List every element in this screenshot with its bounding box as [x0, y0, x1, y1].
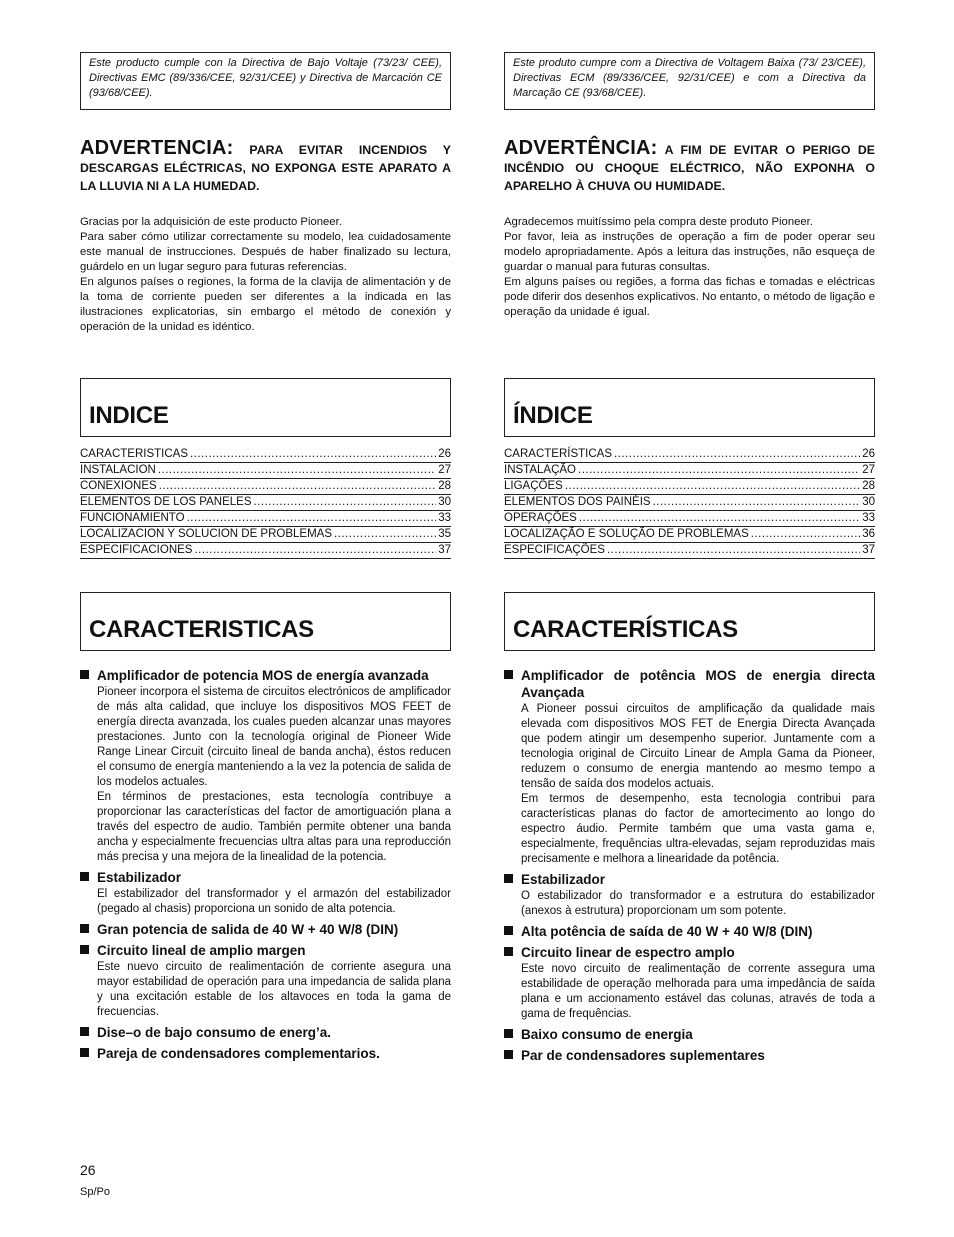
- toc-entry-page: 30: [438, 496, 451, 508]
- square-bullet-icon: [80, 1027, 89, 1036]
- toc-entry[interactable]: [80, 447, 451, 463]
- toc-entry-label: CONEXIONES: [80, 480, 157, 492]
- intro-paragraph: Agradecemos muitíssimo pela compra deste produto Pioneer.: [504, 216, 813, 228]
- feature-paragraph: Este novo circuito de realimentação de corrente assegura uma estabilidade de operação melhorada para uma impedância de saída plana e um accionamento estável das colunas, através de toda a gama de frequências.: [521, 963, 875, 1020]
- feature-title: Dise–o de bajo consumo de energ’a.: [97, 1025, 332, 1040]
- toc-leader-dots: [187, 511, 437, 526]
- toc-entry-page: 27: [862, 464, 875, 476]
- compliance-notice-pt: Este produto cumpre com a Directiva de Voltagem Baixa (73/ 23/CEE), Directivas ECM (89/336/CEE, 92/31/CEE) e com a Directiva da Marcação CE (93/68/CEE).: [504, 52, 875, 110]
- feature-heading: [504, 944, 875, 961]
- feature-heading: [80, 942, 451, 959]
- square-bullet-icon: [80, 924, 89, 933]
- intro-paragraph: Para saber cómo utilizar correctamente su modelo, lea cuidadosamente este manual de instrucciones. Después de haber finalizado su lectura, guárdelo en un lugar seguro para futuras referencias.: [80, 231, 451, 273]
- feature-title: Pareja de condensadores complementarios.: [97, 1046, 380, 1061]
- toc-entry-label: OPERAÇÕES: [504, 512, 577, 524]
- square-bullet-icon: [504, 670, 513, 679]
- toc-entry-page: 27: [438, 464, 451, 476]
- toc-entry-page: 28: [862, 480, 875, 492]
- feature-description: [504, 889, 875, 919]
- toc-entry[interactable]: [80, 511, 451, 527]
- toc-entry[interactable]: [504, 527, 875, 543]
- toc-leader-dots: [334, 527, 436, 542]
- toc-entry-page: 33: [438, 512, 451, 524]
- features-title-pt: CARACTERÍSTICAS: [513, 616, 738, 643]
- toc-entry[interactable]: [504, 511, 875, 527]
- feature-heading: [504, 667, 875, 701]
- toc-leader-dots: [190, 447, 436, 462]
- toc-entry-page: 36: [862, 528, 875, 540]
- toc-entry-label: INSTALAÇÃO: [504, 464, 576, 476]
- feature-heading: [504, 871, 875, 888]
- toc-entry-label: ESPECIFICAÇÕES: [504, 544, 605, 556]
- square-bullet-icon: [80, 670, 89, 679]
- toc-entry-page: 35: [438, 528, 451, 540]
- toc-entry[interactable]: [504, 495, 875, 511]
- feature-description: [80, 685, 451, 865]
- compliance-notice-es: Este producto cumple con la Directiva de Bajo Voltaje (73/23/ CEE), Directivas EMC (89/336/CEE, 92/31/CEE) y Directiva de Marcación CE (93/68/CEE).: [80, 52, 451, 110]
- square-bullet-icon: [80, 945, 89, 954]
- intro-pt: [504, 215, 875, 320]
- toc-entry-label: FUNCIONAMIENTO: [80, 512, 185, 524]
- table-of-contents-es: [80, 447, 451, 559]
- intro-paragraph: Gracias por la adquisición de este producto Pioneer.: [80, 216, 342, 228]
- square-bullet-icon: [504, 926, 513, 935]
- square-bullet-icon: [504, 1029, 513, 1038]
- feature-heading: [504, 923, 875, 940]
- warning-title-pt: ADVERTÊNCIA:: [504, 137, 658, 159]
- square-bullet-icon: [80, 872, 89, 881]
- features-heading-box-pt: [504, 592, 875, 651]
- toc-entry-label: LIGAÇÕES: [504, 480, 563, 492]
- toc-entry-page: 37: [438, 544, 451, 556]
- toc-entry-label: CARACTERÍSTICAS: [504, 448, 612, 460]
- toc-entry-page: 33: [862, 512, 875, 524]
- toc-entry[interactable]: [80, 463, 451, 479]
- feature-description: [80, 887, 451, 917]
- toc-leader-dots: [254, 495, 437, 510]
- feature-heading: [80, 1024, 451, 1041]
- toc-entry-label: ESPECIFICACIONES: [80, 544, 193, 556]
- warning-title-es: ADVERTENCIA:: [80, 137, 234, 159]
- warning-text-es: PARA EVITAR INCENDIOS Y DESCARGAS ELÉCTRICAS, NO EXPONGA ESTE APARATO A LA LLUVIA NI A LA HUMEDAD.: [80, 143, 451, 193]
- feature-paragraph: A Pioneer possui circuitos de amplificação da qualidade mais elevada com dispositivos MOS FET de Energia Directa Avançada que podem atingir um desempenho superior. Juntamente com a tecnologia original de Circuito Linear de Ampla Gama da Pioneer, reduzem o consumo de energia mantendo ao mesmo tempo a tensão de saída dos modelos actuais.: [521, 703, 875, 790]
- feature-paragraph: El estabilizador del transformador y el armazón del estabilizador (pegado al chasis) proporciona un sonido de alta potencia.: [97, 888, 451, 915]
- toc-entry-label: INSTALACION: [80, 464, 156, 476]
- toc-entry-label: ELEMENTOS DE LOS PANELES: [80, 496, 252, 508]
- toc-entry[interactable]: [504, 463, 875, 479]
- page-number: 26: [80, 1162, 96, 1178]
- features-list-es: [80, 667, 451, 1062]
- toc-leader-dots: [578, 463, 860, 478]
- toc-leader-dots: [607, 543, 860, 558]
- intro-paragraph: Em alguns países ou regiões, a forma das fichas e tomadas e eléctricas pode diferir dos desenhos explicativos. No entanto, o método de ligação e operação da unidade é igual.: [504, 276, 875, 318]
- toc-entry-label: LOCALIZACION Y SOLUCION DE PROBLEMAS: [80, 528, 333, 540]
- feature-title: Estabilizador: [97, 870, 182, 885]
- feature-title: Par de condensadores suplementares: [521, 1048, 765, 1063]
- toc-entry[interactable]: [504, 447, 875, 463]
- toc-leader-dots: [159, 479, 437, 494]
- toc-entry-page: 30: [862, 496, 875, 508]
- language-code: Sp/Po: [80, 1186, 110, 1198]
- toc-entry-page: 37: [862, 544, 875, 556]
- table-of-contents-pt: [504, 447, 875, 559]
- feature-title: Gran potencia de salida de 40 W + 40 W/8 (DIN): [97, 922, 399, 937]
- toc-entry[interactable]: [80, 527, 451, 543]
- index-heading-box-es: [80, 378, 451, 437]
- toc-leader-dots: [751, 527, 860, 542]
- features-title-es: CARACTERISTICAS: [89, 616, 314, 643]
- feature-paragraph: En términos de prestaciones, esta tecnología contribuye a proporcionar las características del factor de amortiguación plana a través del espectro de audio. También permite obtener una banda ancha y especialmente frecuencias ultra altas para una reproducción más precisa y una mejora de la linealidad de la potencia.: [97, 791, 451, 863]
- square-bullet-icon: [504, 874, 513, 883]
- toc-entry[interactable]: [80, 495, 451, 511]
- features-list-pt: [504, 667, 875, 1064]
- toc-leader-dots: [194, 543, 436, 558]
- feature-paragraph: Em termos de desempenho, esta tecnologia contribui para características planas do factor de amortecimento ao longo do espectro áudio. Permite também que uma vasta gama e, especialmente, frequências ultra-elevadas, sejam reproduzidas mais precisamente e melhora a linearidade da potência.: [521, 793, 875, 865]
- toc-leader-dots: [565, 479, 860, 494]
- feature-heading: [80, 869, 451, 886]
- toc-entry-label: LOCALIZAÇÃO E SOLUÇÃO DE PROBLEMAS: [504, 528, 749, 540]
- feature-description: [80, 960, 451, 1020]
- feature-title: Alta potência de saída de 40 W + 40 W/8 (DIN): [521, 924, 813, 939]
- feature-title: Amplificador de potencia MOS de energía avanzada: [97, 668, 429, 683]
- toc-entry[interactable]: [80, 479, 451, 495]
- square-bullet-icon: [80, 1048, 89, 1057]
- feature-title: Baixo consumo de energia: [521, 1027, 693, 1042]
- toc-leader-dots: [579, 511, 860, 526]
- feature-title: Estabilizador: [521, 872, 606, 887]
- feature-heading: [80, 1045, 451, 1062]
- toc-entry-page: 26: [438, 448, 451, 460]
- feature-heading: [80, 921, 451, 938]
- feature-title: Circuito linear de espectro amplo: [521, 945, 735, 960]
- toc-entry-page: 28: [438, 480, 451, 492]
- toc-leader-dots: [614, 447, 860, 462]
- index-title-es: INDICE: [89, 402, 169, 429]
- feature-paragraph: Pioneer incorpora el sistema de circuitos electrónicos de amplificador de más alta calidad, que incluye los dispositivos MOS FEET de energía directa avanzada, los cuales pueden alcanzar unas mayores prestaciones. Junto con la tecnología original de Pioneer Wide Range Linear Circuit (circuito lineal de banda ancha), éstos reducen el consumo de energía manteniendo a la vez la potencia de salida de los modelos actuales.: [97, 686, 451, 788]
- feature-title: Amplificador de potência MOS de energia directa Avançada: [521, 668, 875, 700]
- feature-description: [504, 702, 875, 867]
- feature-paragraph: Este nuevo circuito de realimentación de corriente asegura una mayor estabilidad de operación para una impedancia de salida plana y una excitación estable de los altavoces en toda la gama de frecuencias.: [97, 961, 451, 1018]
- toc-entry[interactable]: [504, 543, 875, 559]
- feature-paragraph: O estabilizador do transformador e a estrutura do estabilizador (anexos à estrutura) proporcionam um som potente.: [521, 890, 875, 917]
- intro-es: [80, 215, 451, 335]
- feature-title: Circuito lineal de amplio margen: [97, 943, 306, 958]
- warning-pt: [504, 139, 875, 195]
- square-bullet-icon: [504, 1050, 513, 1059]
- index-heading-box-pt: [504, 378, 875, 437]
- intro-paragraph: Por favor, leia as instruções de operação a fim de poder operar seu modelo apropriadamente. Após a leitura das instruções, não esqueça de guardar o manual para futuras consultas.: [504, 231, 875, 273]
- toc-leader-dots: [653, 495, 861, 510]
- feature-heading: [80, 667, 451, 684]
- features-heading-box-es: [80, 592, 451, 651]
- toc-entry-page: 26: [862, 448, 875, 460]
- toc-entry[interactable]: [80, 543, 451, 559]
- warning-es: [80, 139, 451, 195]
- toc-entry-label: CARACTERISTICAS: [80, 448, 188, 460]
- feature-heading: [504, 1026, 875, 1043]
- square-bullet-icon: [504, 947, 513, 956]
- intro-paragraph: En algunos países o regiones, la forma de la clavija de alimentación y de la toma de corriente pueden ser diferentes a la indicada en las ilustraciones explicatorias, sin embargo el método de conexión y operación de la unidad es idéntico.: [80, 276, 451, 333]
- feature-description: [504, 962, 875, 1022]
- warning-text-pt: A FIM DE EVITAR O PERIGO DE INCÊNDIO OU CHOQUE ELÉCTRICO, NÃO EXPONHA O APARELHO À CHUVA OU HUMIDADE.: [504, 143, 875, 193]
- feature-heading: [504, 1047, 875, 1064]
- toc-entry[interactable]: [504, 479, 875, 495]
- toc-entry-label: ELEMENTOS DOS PAINÉIS: [504, 496, 651, 508]
- toc-leader-dots: [158, 463, 436, 478]
- index-title-pt: ÍNDICE: [513, 402, 593, 429]
